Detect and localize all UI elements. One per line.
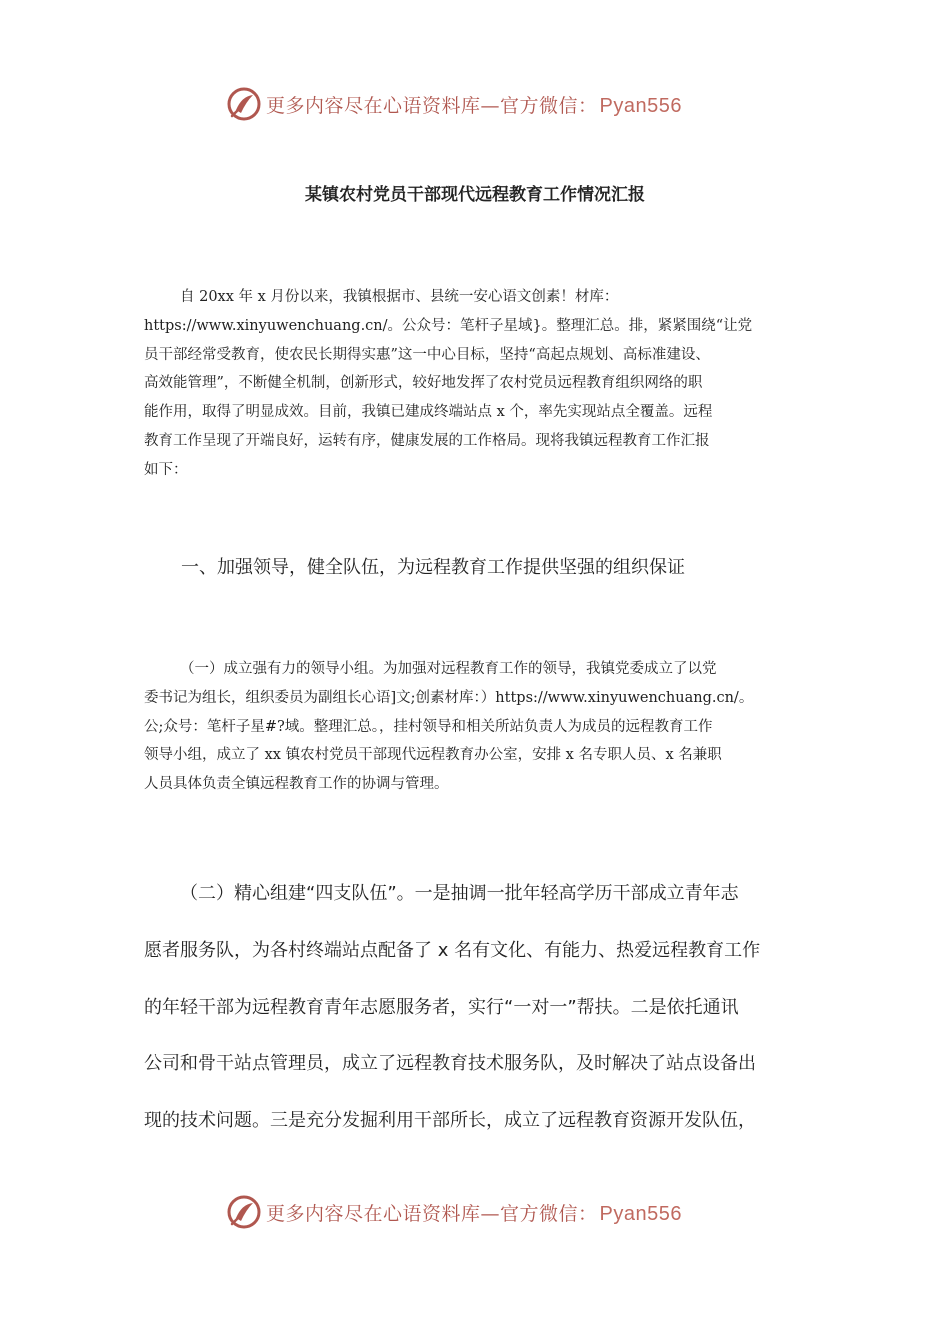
text-line: 愿者服务队，为各村终端站点配备了 x 名有文化、有能力、热爱远程教育工作 [144, 939, 761, 961]
text-line: 如下： [144, 461, 188, 478]
text-line: 高效能管理”，不断健全机制，创新形式，较好地发挥了农村党员远程教育组织网络的职 [144, 375, 703, 392]
text-line: （二）精心组建“四支队伍”。一是抽调一批年轻高学历干部成立青年志 [180, 883, 739, 904]
text-line: https://www.xinyuwenchuang.cn/。公众号：笔杆子星域}。整理汇总。排，紧紧围绕“让党 [144, 317, 753, 334]
text-line: 员干部经常受教育，使农民长期得实惠”这一中心目标，坚持“高起点规划、高标准建设、 [144, 346, 710, 363]
text-line: （一）成立强有力的领导小组。为加强对远程教育工作的领导，我镇党委成立了以党 [180, 661, 717, 677]
text-line: 教育工作呈现了开端良好，运转有序，健康发展的工作格局。现将我镇远程教育工作汇报 [144, 432, 710, 449]
paragraph-leadership-group [144, 655, 820, 799]
logo-icon [226, 86, 262, 122]
footer-banner [226, 1192, 746, 1232]
text-line: 委书记为组长，组织委员为副组长心语]文;创素材库：）https://www.xinyuwenchuang.cn/。 [144, 689, 754, 706]
logo-icon [226, 1194, 262, 1230]
text-line: 人员具体负责全镇远程教育工作的协调与管理。 [144, 776, 449, 793]
banner-text: 更多内容尽在心语资料库—官方微信： Pyan556 [266, 1202, 682, 1225]
paragraph-four-teams [144, 866, 820, 1150]
text-line: 公;众号：笔杆子星#?域。整理汇总。，挂村领导和相关所站负责人为成员的远程教育工作 [144, 718, 713, 735]
text-line: 能作用，取得了明显成效。目前，我镇已建成终端站点 x 个，率先实现站点全覆盖。远程 [144, 404, 713, 421]
text-line: 现的技术问题。三是充分发掘利用干部所长，成立了远程教育资源开发队伍， [144, 1110, 756, 1132]
paragraph-intro [144, 283, 820, 485]
banner-wechat-id: Pyan556 [599, 94, 682, 117]
text-line: 公司和骨干站点管理员，成立了远程教育技术服务队，及时解决了站点设备出 [144, 1053, 756, 1075]
text-line: 的年轻干部为远程教育青年志愿服务者，实行“一对一”帮扶。二是依托通讯 [144, 996, 739, 1018]
section-heading: 一、加强领导，健全队伍，为远程教育工作提供坚强的组织保证 [181, 557, 685, 578]
header-banner [226, 84, 746, 124]
banner-wechat-id: Pyan556 [599, 1202, 682, 1225]
text-line: 自 20xx 年 x 月份以来，我镇根据市、县统一安心语文创素！材库： [180, 289, 619, 305]
text-line: 领导小组，成立了 xx 镇农村党员干部现代远程教育办公室，安排 x 名专职人员、x 名兼职 [144, 747, 722, 764]
document-title: 某镇农村党员干部现代远程教育工作情况汇报 [305, 185, 645, 205]
banner-text: 更多内容尽在心语资料库—官方微信： Pyan556 [266, 94, 682, 117]
